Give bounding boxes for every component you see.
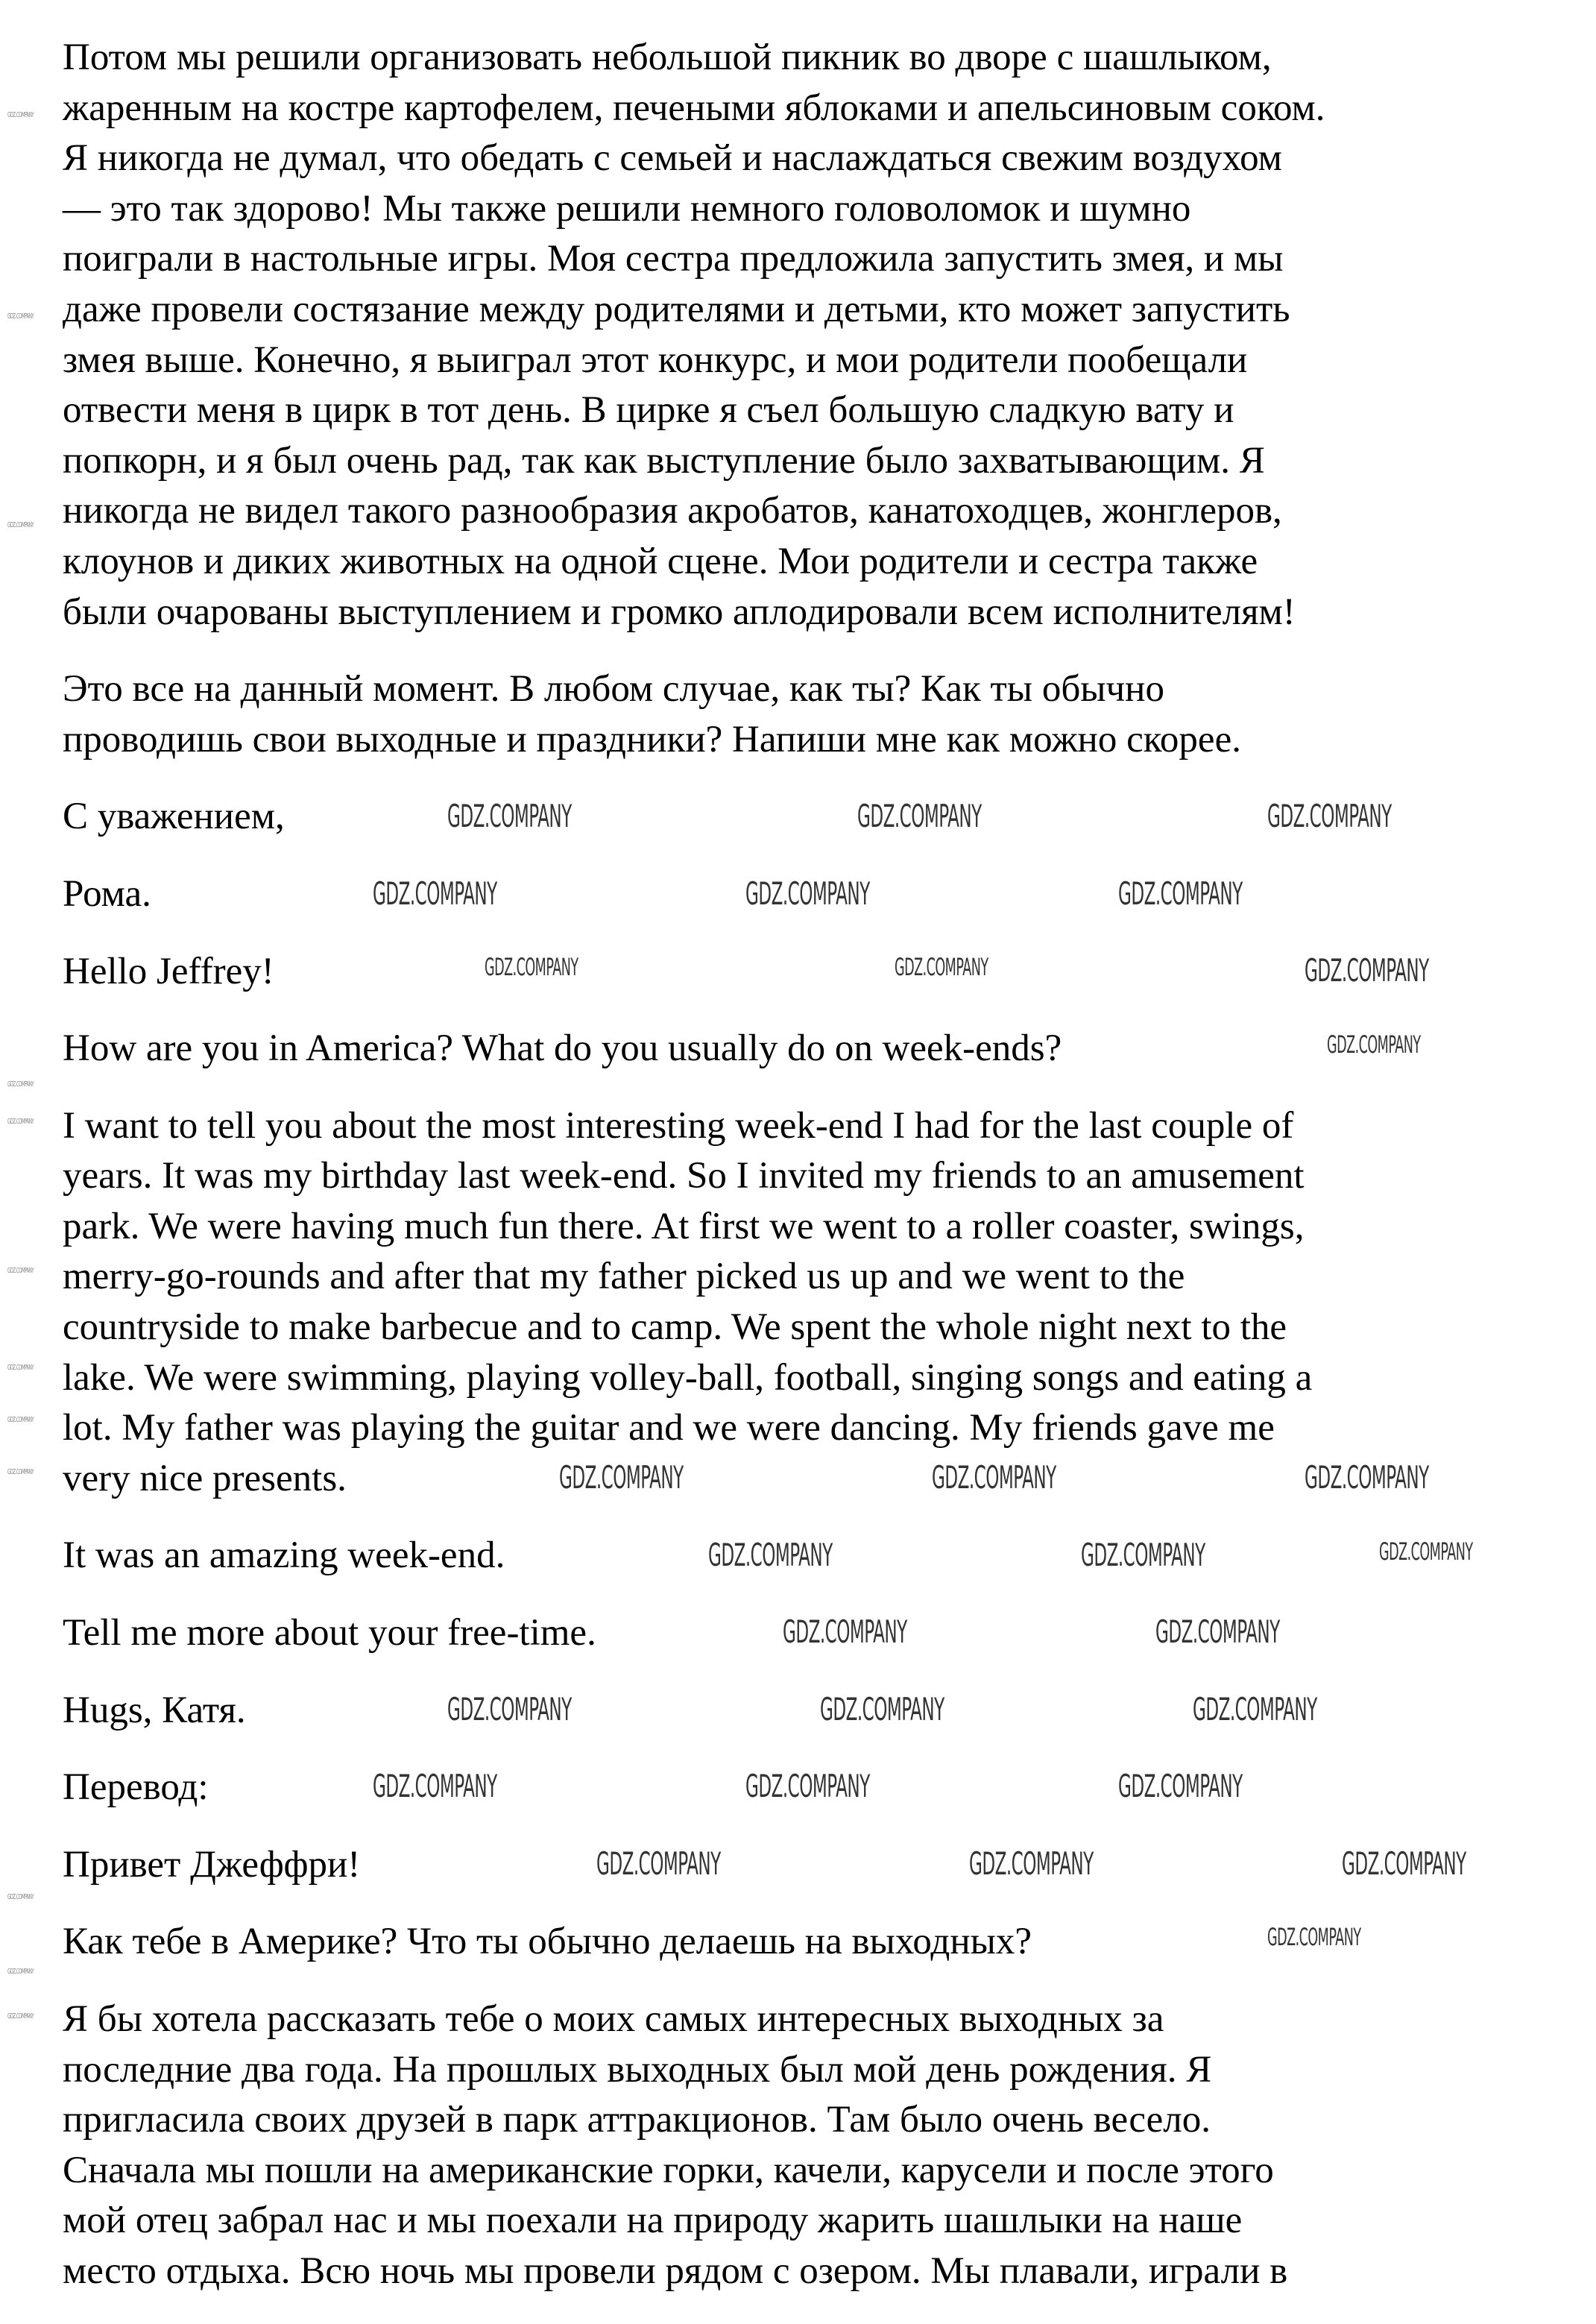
text-line: Я бы хотела рассказать тебе о моих самых интересных выходных за xyxy=(63,1998,1164,2040)
text-line: I want to tell you about the most interesting week-end I had for the last couple of xyxy=(63,1104,1294,1147)
watermark: GDZ.COMPANY xyxy=(1155,1613,1280,1650)
watermark: GDZ.COMPANY xyxy=(7,1468,34,1476)
text-line: How are you in America? What do you usually do on week-ends? xyxy=(63,1027,1062,1070)
watermark: GDZ.COMPANY xyxy=(969,1845,1094,1882)
watermark: GDZ.COMPANY xyxy=(745,1768,870,1804)
watermark: GDZ.COMPANY xyxy=(7,312,34,321)
text-line: lot. My father was playing the guitar and we were dancing. My friends gave me xyxy=(63,1407,1275,1449)
paragraph xyxy=(63,33,1583,637)
watermark: GDZ.COMPANY xyxy=(1118,1768,1243,1804)
watermark: GDZ.COMPANY xyxy=(485,953,578,981)
watermark: GDZ.COMPANY xyxy=(820,1691,944,1728)
watermark: GDZ.COMPANY xyxy=(373,875,497,912)
text-line: клоунов и диких животных на одной сцене. Мои родители и сестра также xyxy=(63,540,1258,582)
text-line: змея выше. Конечно, я выиграл этот конкурс, и мои родители пообещали xyxy=(63,338,1248,381)
watermark: GDZ.COMPANY xyxy=(447,1691,572,1728)
text-line: никогда не видел такого разнообразия акробатов, канатоходцев, жонглеров, xyxy=(63,490,1282,532)
watermark: GDZ.COMPANY xyxy=(1327,1030,1421,1059)
text-line: место отдыха. Всю ночь мы провели рядом с озером. Мы плавали, играли в xyxy=(63,2249,1288,2292)
text-line: Сначала мы пошли на американские горки, качели, карусели и после этого xyxy=(63,2149,1274,2191)
text-line: жаренным на костре картофелем, печеными яблоками и апельсиновым соком. xyxy=(63,86,1325,129)
watermark: GDZ.COMPANY xyxy=(7,1080,34,1089)
watermark: GDZ.COMPANY xyxy=(1379,1537,1473,1566)
text-line: Tell me more about your free-time. xyxy=(63,1612,596,1654)
watermark: GDZ.COMPANY xyxy=(895,953,988,981)
text-line: поиграли в настольные игры. Моя сестра предложила запустить змея, и мы xyxy=(63,238,1284,280)
watermark: GDZ.COMPANY xyxy=(7,2012,34,2021)
text-line: It was an amazing week-end. xyxy=(63,1534,505,1577)
text-line: пригласила своих друзей в парк аттракционов. Там было очень весело. xyxy=(63,2099,1211,2141)
text-line: Привет Джеффри! xyxy=(63,1843,361,1886)
watermark: GDZ.COMPANY xyxy=(7,1118,34,1126)
watermark: GDZ.COMPANY xyxy=(7,1267,34,1275)
paragraph xyxy=(63,664,1583,765)
watermark: GDZ.COMPANY xyxy=(7,111,34,119)
text-line: Потом мы решили организовать небольшой пикник во дворе с шашлыком, xyxy=(63,37,1272,78)
watermark: GDZ.COMPANY xyxy=(857,798,982,834)
paragraph xyxy=(63,1101,1583,1505)
text-line: Перевод: xyxy=(63,1766,209,1809)
watermark: GDZ.COMPANY xyxy=(7,1968,34,1976)
text-line: merry-go-rounds and after that my father picked us up and we went to the xyxy=(63,1256,1185,1298)
watermark: GDZ.COMPANY xyxy=(783,1613,907,1650)
text-line: Как тебе в Америке? Что ты обычно делаешь на выходных? xyxy=(63,1921,1032,1963)
text-line: very nice presents. xyxy=(63,1457,347,1499)
watermark: GDZ.COMPANY xyxy=(7,1893,34,1901)
watermark: GDZ.COMPANY xyxy=(1267,1923,1361,1951)
watermark: GDZ.COMPANY xyxy=(373,1768,497,1804)
text-line: попкорн, и я был очень рад, так как выступление было захватывающим. Я xyxy=(63,439,1265,482)
text-line: даже провели состязание между родителями и детьми, кто может запустить xyxy=(63,288,1290,330)
watermark: GDZ.COMPANY xyxy=(745,875,870,912)
watermark: GDZ.COMPANY xyxy=(1118,875,1243,912)
watermark: GDZ.COMPANY xyxy=(1081,1537,1205,1573)
text-line: мой отец забрал нас и мы поехали на природу жарить шашлыки на наше xyxy=(63,2199,1243,2242)
paragraph xyxy=(63,1994,1583,2297)
watermark: GDZ.COMPANY xyxy=(7,521,34,529)
text-line: years. It was my birthday last week-end. So I invited my friends to an amusement xyxy=(63,1155,1305,1197)
text-line: Рома. xyxy=(63,872,151,915)
text-line: последние два года. На прошлых выходных был мой день рождения. Я xyxy=(63,2048,1212,2091)
watermark: GDZ.COMPANY xyxy=(1193,1691,1317,1728)
text-line: Hello Jeffrey! xyxy=(63,950,274,992)
document-page xyxy=(63,33,1583,2324)
watermark: GDZ.COMPANY xyxy=(1342,1845,1466,1882)
text-line: lake. We were swimming, playing volley-ball, football, singing songs and eating a xyxy=(63,1356,1313,1399)
watermark: GDZ.COMPANY xyxy=(1267,798,1392,834)
text-line: отвести меня в цирк в тот день. В цирке я съел большую сладкую вату и xyxy=(63,389,1234,432)
text-line: Это все на данный момент. В любом случае, как ты? Как ты обычно xyxy=(63,668,1164,711)
watermark: GDZ.COMPANY xyxy=(1305,952,1429,989)
watermark: GDZ.COMPANY xyxy=(7,1416,34,1424)
text-line: countryside to make barbecue and to camp. We spent the whole night next to the xyxy=(63,1306,1287,1349)
text-line: park. We were having much fun there. At first we went to a roller coaster, swings, xyxy=(63,1205,1305,1247)
watermark: GDZ.COMPANY xyxy=(932,1459,1056,1496)
text-line: Я никогда не думал, что обедать с семьей и наслаждаться свежим воздухом xyxy=(63,137,1282,180)
watermark: GDZ.COMPANY xyxy=(7,1364,34,1372)
text-line: С уважением, xyxy=(63,796,285,838)
text-line: Hugs, Катя. xyxy=(63,1689,246,1731)
text-line: — это так здорово! Мы также решили немного головоломок и шумно xyxy=(63,187,1191,230)
watermark: GDZ.COMPANY xyxy=(708,1537,833,1573)
watermark: GDZ.COMPANY xyxy=(447,798,572,834)
watermark: GDZ.COMPANY xyxy=(559,1459,684,1496)
watermark: GDZ.COMPANY xyxy=(1305,1459,1429,1496)
watermark: GDZ.COMPANY xyxy=(596,1845,721,1882)
text-line: были очарованы выступлением и громко аплодировали всем исполнителям! xyxy=(63,591,1296,633)
text-line: проводишь свои выходные и праздники? Напиши мне как можно скорее. xyxy=(63,718,1241,761)
